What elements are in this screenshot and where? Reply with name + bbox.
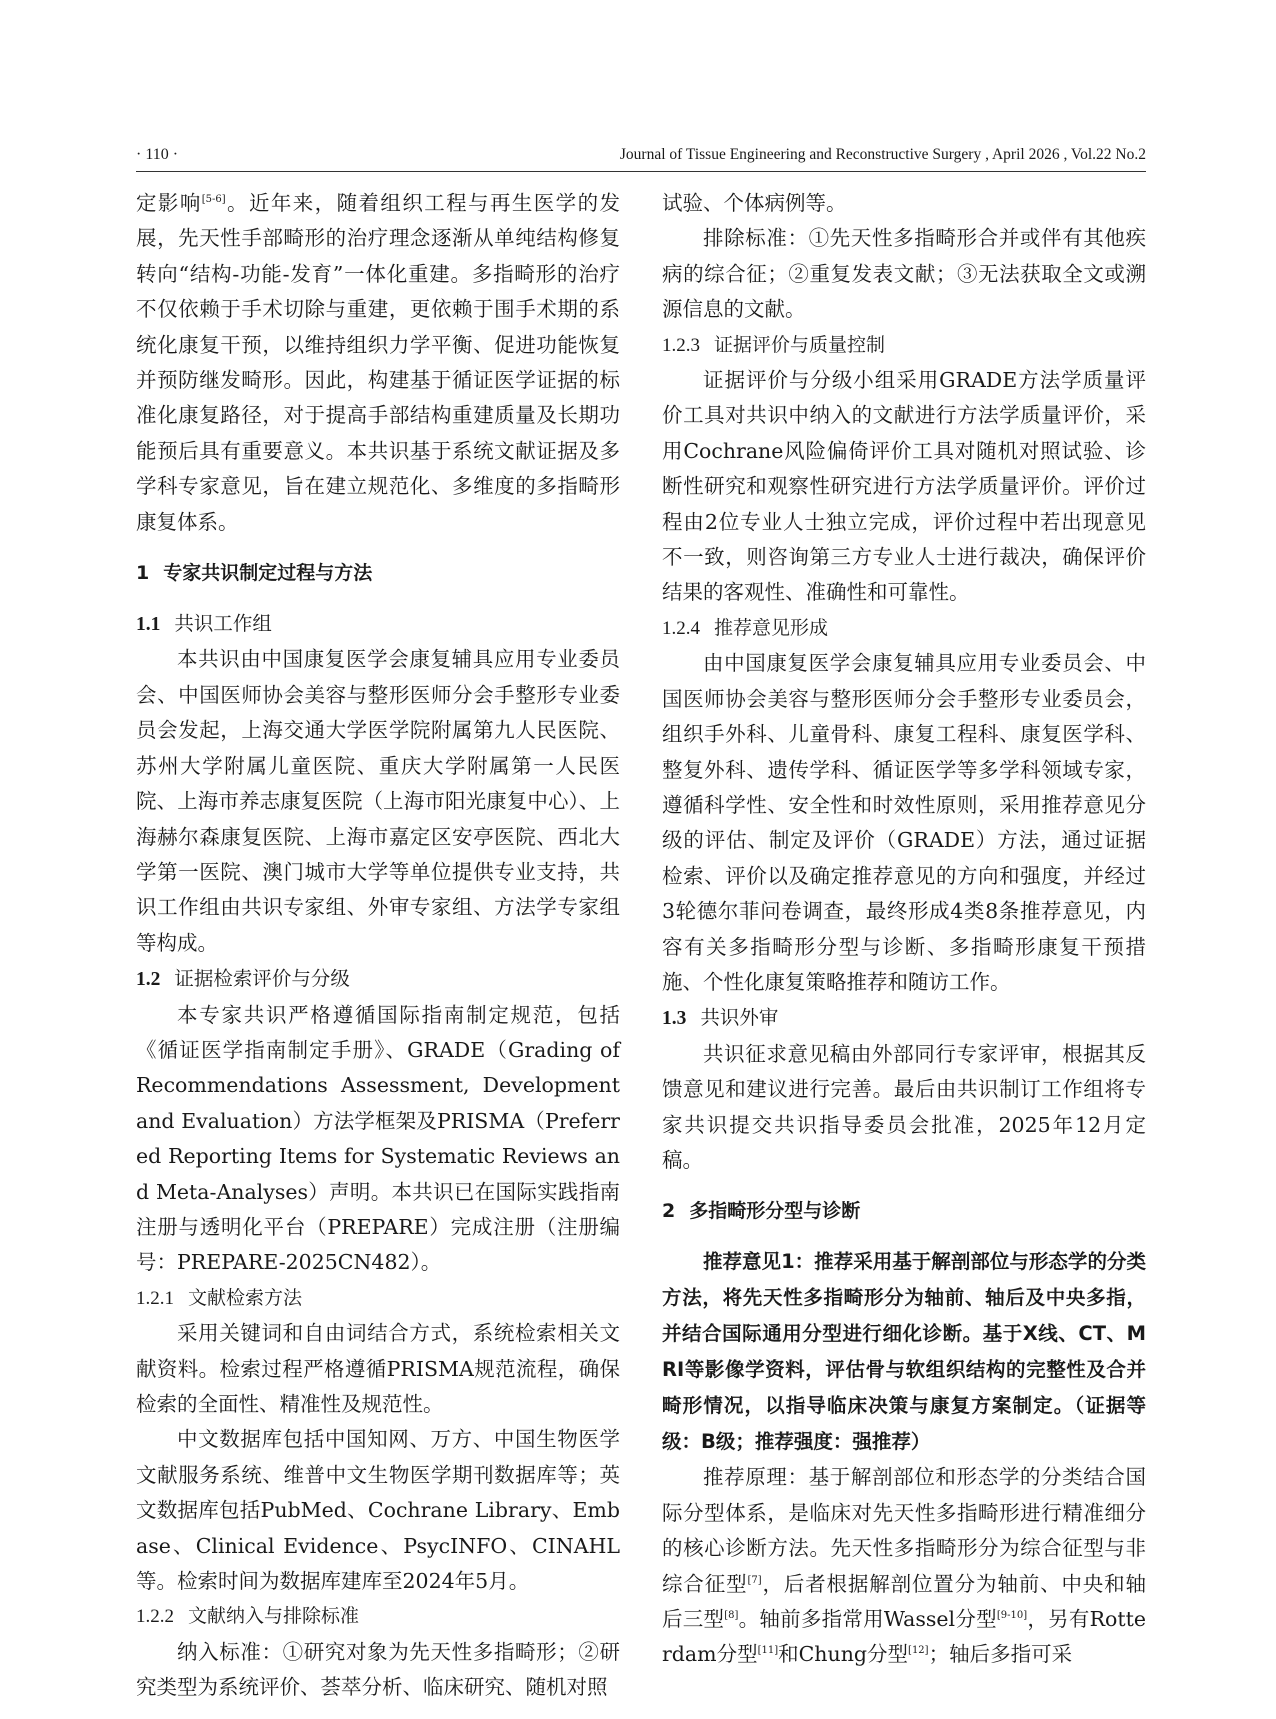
citation: [11] xyxy=(757,1645,779,1657)
section-title: 专家共识制定过程与方法 xyxy=(163,562,373,585)
text: ，后者根据解剖位置分为轴前、中央和轴后三型 xyxy=(662,1571,1147,1631)
paragraph: 证据评价与分级小组采用GRADE方法学质量评价工具对共识中纳入的文献进行方法学质量评价，采用Cochrane风险偏倚评价工具对随机对照试验、诊断性研究和观察性研究进行方法学质量评价。评价过程由2位专业人士独立完成，评价过程中若出现意见不一致，则咨询第三方专业人士进行裁决，确保评价结果的客观性、准确性和可靠性。 xyxy=(662,368,1146,605)
subsection-number: 1.2 xyxy=(136,969,161,991)
paragraph: 本专家共识严格遵循国际指南制定规范，包括《循证医学指南制定手册》、GRADE（Grading of Recommendations Assessment, Development and Evaluation）方法学框架及PRISMA（Preferred Reporting Items for Systematic Reviews and Meta-Analyses）声明。本共识已在国际实践指南注册与透明化平台（PREPARE）完成注册（注册编号：PREPARE-2025CN482）。 xyxy=(136,1002,620,1275)
subsubsection-title: 文献纳入与排除标准 xyxy=(188,1605,360,1628)
citation: [5-6] xyxy=(201,194,226,205)
text: 。轴前多指常用Wassel分型 xyxy=(738,1607,997,1631)
paragraph xyxy=(662,1460,1146,1672)
subsubsection-heading xyxy=(662,328,1146,363)
subsection-title: 共识工作组 xyxy=(174,612,272,636)
page-number: · 110 · xyxy=(136,146,179,163)
left-column xyxy=(136,186,620,1706)
subsubsection-number: 1.2.3 xyxy=(662,334,700,356)
text: 定影响 xyxy=(136,191,202,215)
paragraph: 排除标准：①先天性多指畸形合并或伴有其他疾病的综合征；②重复发表文献；③无法获取全文或溯源信息的文献。 xyxy=(662,226,1146,322)
recommendation-box: 推荐意见1：推荐采用基于解剖部位与形态学的分类方法，将先天性多指畸形分为轴前、轴后及中央多指，并结合国际通用分型进行细化诊断。基于X线、CT、MRI等影像学资料，评估骨与软组织结构的完整性及合并畸形情况，以指导临床决策与康复方案制定。（证据等级：B级；推荐强度：强推荐） xyxy=(662,1250,1146,1454)
subsubsection-heading xyxy=(136,1281,620,1316)
section-number: 2 xyxy=(662,1200,676,1223)
section-title: 多指畸形分型与诊断 xyxy=(689,1200,861,1223)
text: ，另有Rotterdam分型 xyxy=(662,1607,1146,1667)
subsection-title: 证据检索评价与分级 xyxy=(174,967,350,991)
paragraph: 纳入标准：①研究对象为先天性多指畸形；②研究类型为系统评价、荟萃分析、临床研究、随机对照 xyxy=(136,1639,620,1700)
running-header xyxy=(136,146,1146,172)
paragraph: 共识征求意见稿由外部同行专家评审，根据其反馈意见和建议进行完善。最后由共识制订工作组将专家共识提交共识指导委员会批准，2025年12月定稿。 xyxy=(662,1041,1146,1172)
journal-citation: Journal of Tissue Engineering and Reconstructive Surgery , April 2026 , Vol.22 No.2 xyxy=(619,146,1146,163)
right-column xyxy=(662,186,1146,1673)
subsubsection-number: 1.2.4 xyxy=(662,617,700,639)
paragraph xyxy=(136,186,620,540)
subsubsection-number: 1.2.1 xyxy=(136,1287,174,1309)
subsubsection-heading xyxy=(662,611,1146,646)
section-heading xyxy=(662,1196,1146,1226)
section-heading xyxy=(136,558,620,588)
text: 和Chung分型 xyxy=(778,1642,909,1667)
subsubsection-title: 证据评价与质量控制 xyxy=(714,333,886,356)
subsection-title: 共识外审 xyxy=(700,1006,779,1030)
subsubsection-title: 文献检索方法 xyxy=(188,1286,303,1309)
paragraph: 试验、个体病例等。 xyxy=(662,191,847,215)
citation: [7] xyxy=(747,1574,762,1586)
subsection-number: 1.1 xyxy=(136,614,161,636)
citation: [12] xyxy=(908,1645,929,1657)
subsection-heading xyxy=(662,1000,1146,1036)
text: 推荐原理：基于解剖部位和形态学的分类结合国际分型体系，是临床对先天性多指畸形进行精准细分的核心诊断方法。先天性多指畸形分为综合征型与非综合征型 xyxy=(662,1465,1146,1596)
subsubsection-number: 1.2.2 xyxy=(136,1606,174,1628)
paragraph: 由中国康复医学会康复辅具应用专业委员会、中国医师协会美容与整形医师分会手整形专业委员会，组织手外科、儿童骨科、康复工程科、康复医学科、整复外科、遗传学科、循证医学等多学科领域专家，遵循科学性、安全性和时效性原则，采用推荐意见分级的评估、制定及评价（GRADE）方法，通过证据检索、评价以及确定推荐意见的方向和强度，并经过3轮德尔菲问卷调查，最终形成4类8条推荐意见，内容有关多指畸形分型与诊断、多指畸形康复干预措施、个性化康复策略推荐和随访工作。 xyxy=(662,651,1146,994)
subsubsection-heading xyxy=(136,1599,620,1634)
text: 。近年来，随着组织工程与再生医学的发展，先天性手部畸形的治疗理念逐渐从单纯结构修复转向“结构-功能-发育”一体化重建。多指畸形的治疗不仅依赖于手术切除与重建，更依赖于围手术期的系统化康复干预，以维持组织力学平衡、促进功能恢复并预防继发畸形。因此，构建基于循证医学证据的标准化康复路径，对于提高手部结构重建质量及长期功能预后具有重要意义。本共识基于系统文献证据及多学科专家意见，旨在建立规范化、多维度的多指畸形康复体系。 xyxy=(136,191,621,534)
header-rule xyxy=(136,171,1146,172)
citation: [8] xyxy=(724,1610,739,1621)
subsection-heading xyxy=(136,961,620,997)
citation: [9-10] xyxy=(996,1610,1028,1621)
paragraph: 采用关键词和自由词结合方式，系统检索相关文献资料。检索过程严格遵循PRISMA规范流程，确保检索的全面性、精准性及规范性。 xyxy=(136,1321,620,1416)
text: ；轴后多指可采 xyxy=(928,1642,1073,1667)
paragraph: 本共识由中国康复医学会康复辅具应用专业委员会、中国医师协会美容与整形医师分会手整形专业委员会发起，上海交通大学医学院附属第九人民医院、苏州大学附属儿童医院、重庆大学附属第一人民医院、上海市养志康复医院（上海市阳光康复中心）、上海赫尔森康复医院、上海市嘉定区安亭医院、西北大学第一医院、澳门城市大学等单位提供专业支持，共识工作组由共识专家组、外审专家组、方法学专家组等构成。 xyxy=(136,647,620,955)
section-number: 1 xyxy=(136,562,150,585)
paragraph: 中文数据库包括中国知网、万方、中国生物医学文献服务系统、维普中文生物医学期刊数据库等；英文数据库包括PubMed、Cochrane Library、Embase、Clinical Evidence、PsycINFO、CINAHL等。检索时间为数据库建库至2024年5月。 xyxy=(136,1427,620,1594)
subsection-number: 1.3 xyxy=(662,1008,687,1030)
subsubsection-title: 推荐意见形成 xyxy=(714,616,829,639)
subsection-heading xyxy=(136,606,620,642)
